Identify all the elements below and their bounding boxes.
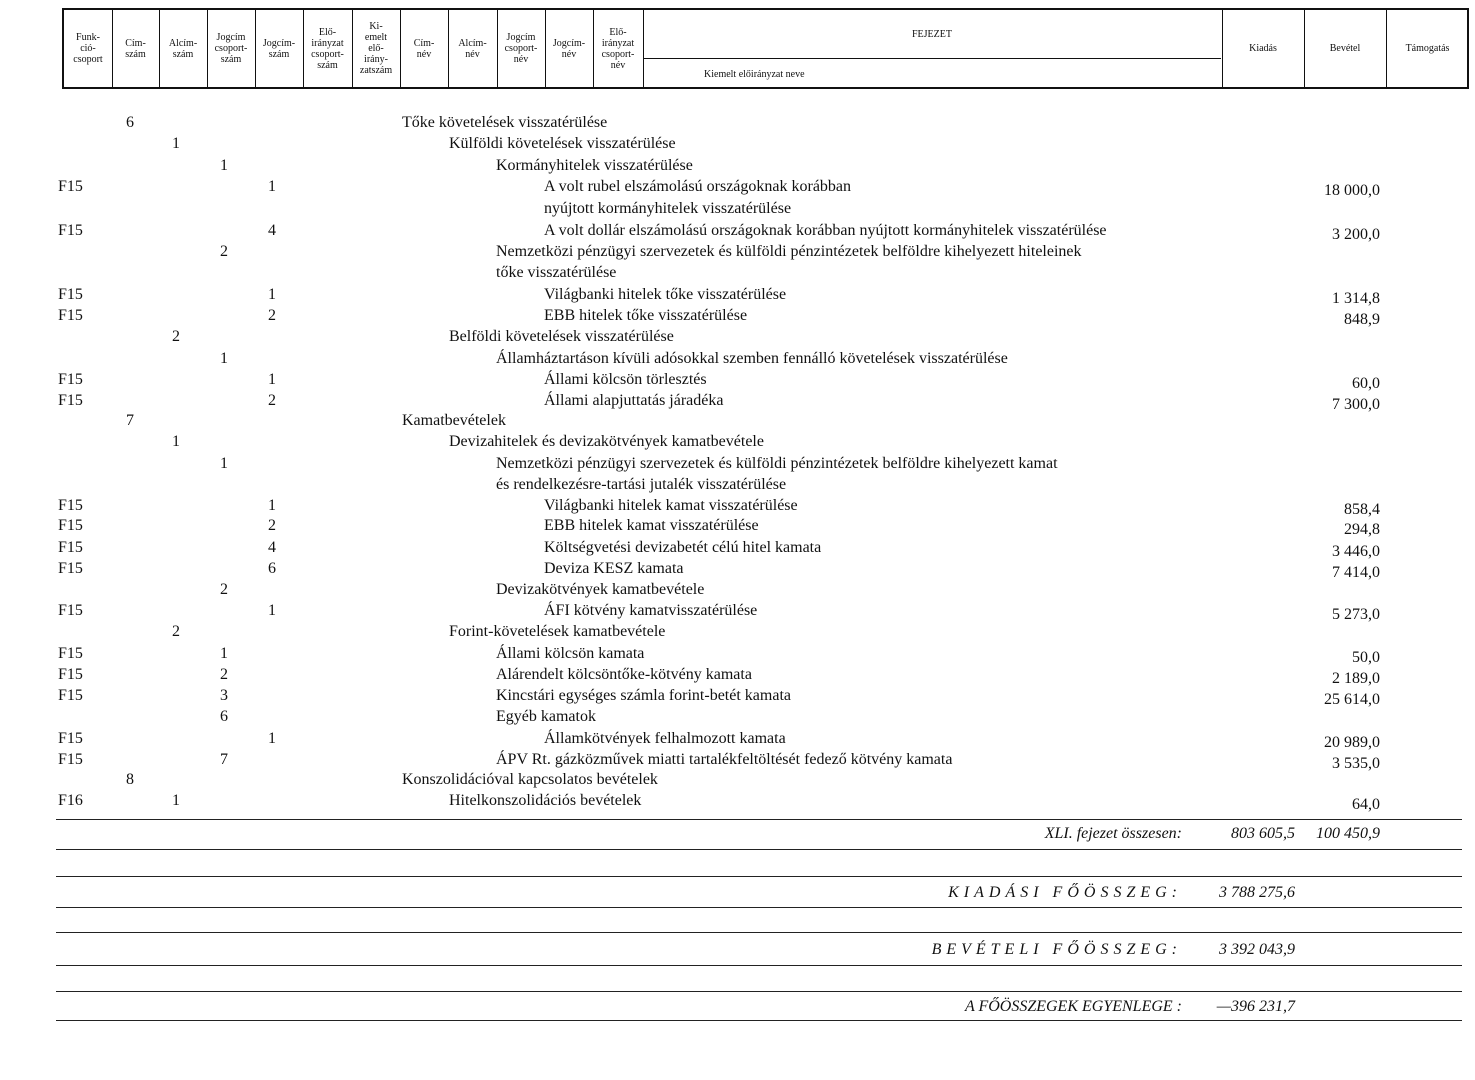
row-jogcim-number: 1 bbox=[268, 371, 276, 388]
row-bevetel-amount: 3 200,0 bbox=[1332, 226, 1380, 243]
table-row bbox=[0, 433, 1475, 455]
row-name: Forint-követelések kamatbevétele bbox=[449, 623, 666, 640]
divider-line bbox=[56, 849, 1462, 850]
table-row bbox=[0, 135, 1475, 157]
row-name: Nemzetközi pénzügyi szervezetek és külföldi pénzintézetek belföldre kihelyezett kamat bbox=[496, 455, 1058, 472]
row-name: ÁPV Rt. gázközművek miatti tartalékfeltöltését fedező kötvény kamata bbox=[496, 751, 953, 768]
row-name: Államháztartáson kívüli adósokkal szemben fennálló követelések visszatérülése bbox=[496, 350, 1008, 367]
header-eloiranyzat-csoport-nev: Elő- irányzat csoport- név bbox=[593, 10, 644, 87]
row-funkcio-code: F15 bbox=[58, 497, 83, 514]
row-name: Állami alapjuttatás járadéka bbox=[544, 392, 724, 409]
fejezet-total-kiadas: 803 605,5 bbox=[1231, 825, 1295, 842]
row-name: Világbanki hitelek kamat visszatérülése bbox=[544, 497, 798, 514]
row-jogcim-csoport-number: 1 bbox=[220, 350, 228, 367]
egyenleg-label: A FŐÖSSZEGEK EGYENLEGE : bbox=[964, 998, 1182, 1015]
row-jogcim-number: 4 bbox=[268, 222, 276, 239]
row-jogcim-number: 2 bbox=[268, 307, 276, 324]
table-row bbox=[0, 476, 1475, 498]
table-row bbox=[0, 666, 1475, 688]
row-name: Államkötvények felhalmozott kamata bbox=[544, 730, 786, 747]
row-name: Belföldi követelések visszatérülése bbox=[449, 328, 674, 345]
row-bevetel-amount: 3 535,0 bbox=[1332, 755, 1380, 772]
row-name: Állami kölcsön kamata bbox=[496, 645, 645, 662]
table-row bbox=[0, 286, 1475, 308]
header-tamogatas: Támogatás bbox=[1405, 43, 1450, 54]
row-funkcio-code: F15 bbox=[58, 645, 83, 662]
row-name: Alárendelt kölcsöntőke-kötvény kamata bbox=[496, 666, 752, 683]
header-jogcim-csoport-nev: Jogcím csoport- név bbox=[497, 10, 546, 87]
row-name: nyújtott kormányhitelek visszatérülése bbox=[544, 200, 792, 217]
row-funkcio-code: F15 bbox=[58, 687, 83, 704]
row-name: A volt dollár elszámolású országoknak korábban nyújtott kormányhitelek visszatérülése bbox=[544, 222, 1107, 239]
row-name: EBB hitelek kamat visszatérülése bbox=[544, 517, 759, 534]
row-jogcim-number: 1 bbox=[268, 602, 276, 619]
table-row bbox=[0, 222, 1475, 244]
table-row bbox=[0, 307, 1475, 329]
row-alcim-number: 1 bbox=[172, 433, 180, 450]
row-name: Állami kölcsön törlesztés bbox=[544, 371, 707, 388]
row-alcim-number: 2 bbox=[172, 328, 180, 345]
row-name: ÁFI kötvény kamatvisszatérülése bbox=[544, 602, 758, 619]
header-cim-nev: Cím- név bbox=[400, 10, 449, 87]
row-bevetel-amount: 5 273,0 bbox=[1332, 606, 1380, 623]
row-name: Deviza KESZ kamata bbox=[544, 560, 684, 577]
row-jogcim-number: 6 bbox=[268, 560, 276, 577]
row-jogcim-number: 1 bbox=[268, 497, 276, 514]
header-funkcio-csoport: Funk- ció- csoport bbox=[64, 10, 113, 87]
row-name: Tőke követelések visszatérülése bbox=[402, 114, 608, 131]
header-alcim-nev: Alcím- név bbox=[448, 10, 498, 87]
row-bevetel-amount: 20 989,0 bbox=[1324, 734, 1380, 751]
row-cim-number: 7 bbox=[126, 412, 134, 429]
table-row bbox=[0, 497, 1475, 519]
row-name: Kamatbevételek bbox=[402, 412, 506, 429]
row-bevetel-amount: 50,0 bbox=[1352, 649, 1380, 666]
table-row bbox=[0, 751, 1475, 773]
row-name: EBB hitelek tőke visszatérülése bbox=[544, 307, 748, 324]
row-jogcim-number: 1 bbox=[268, 730, 276, 747]
header-kiemelt-eloiranyzat-szam: Ki- emelt elő- irány- zatszám bbox=[352, 10, 401, 87]
row-cim-number: 8 bbox=[126, 771, 134, 788]
row-name: Világbanki hitelek tőke visszatérülése bbox=[544, 286, 787, 303]
row-bevetel-amount: 60,0 bbox=[1352, 375, 1380, 392]
table-row bbox=[0, 560, 1475, 582]
row-bevetel-amount: 18 000,0 bbox=[1324, 182, 1380, 199]
row-funkcio-code: F15 bbox=[58, 178, 83, 195]
kiadasi-foosszeg-label: KIADÁSI FŐÖSSZEG: bbox=[948, 884, 1182, 901]
row-name: Költségvetési devizabetét célú hitel kamata bbox=[544, 539, 822, 556]
table-row bbox=[0, 350, 1475, 372]
table-row bbox=[0, 792, 1475, 814]
table-row bbox=[0, 114, 1475, 136]
row-name: Konszolidációval kapcsolatos bevételek bbox=[402, 771, 658, 788]
header-jogcim-nev: Jogcím- név bbox=[545, 10, 594, 87]
table-row bbox=[0, 371, 1475, 393]
row-bevetel-amount: 858,4 bbox=[1344, 501, 1380, 518]
row-jogcim-number: 1 bbox=[268, 286, 276, 303]
row-jogcim-csoport-number: 2 bbox=[220, 243, 228, 260]
kiadasi-foosszeg-value: 3 788 275,6 bbox=[1219, 884, 1295, 901]
row-cim-number: 6 bbox=[126, 114, 134, 131]
row-funkcio-code: F15 bbox=[58, 602, 83, 619]
table-row bbox=[0, 539, 1475, 561]
table-row bbox=[0, 264, 1475, 286]
header-kiemelt-eloiranyzat-neve: Kiemelt előirányzat neve bbox=[704, 69, 805, 80]
row-bevetel-amount: 294,8 bbox=[1344, 521, 1380, 538]
table-row bbox=[0, 517, 1475, 539]
egyenleg-value: —396 231,7 bbox=[1216, 998, 1295, 1015]
row-funkcio-code: F15 bbox=[58, 307, 83, 324]
header-jogcim-csoport-szam: Jogcím csoport- szám bbox=[207, 10, 256, 87]
header-kiadas: Kiadás bbox=[1222, 10, 1305, 87]
row-jogcim-number: 1 bbox=[268, 178, 276, 195]
divider-line bbox=[56, 991, 1462, 992]
row-funkcio-code: F15 bbox=[58, 392, 83, 409]
table-row bbox=[0, 392, 1475, 414]
row-bevetel-amount: 848,9 bbox=[1344, 311, 1380, 328]
table-row bbox=[0, 412, 1475, 434]
divider-line bbox=[56, 876, 1462, 877]
row-jogcim-csoport-number: 6 bbox=[220, 708, 228, 725]
row-jogcim-csoport-number: 1 bbox=[220, 455, 228, 472]
row-name: Devizahitelek és devizakötvények kamatbevétele bbox=[449, 433, 764, 450]
divider-line bbox=[56, 819, 1462, 820]
table-row bbox=[0, 243, 1475, 265]
row-name: és rendelkezésre-tartási jutalék visszatérülése bbox=[496, 476, 787, 493]
table-row bbox=[0, 687, 1475, 709]
table-row bbox=[0, 200, 1475, 222]
row-bevetel-amount: 25 614,0 bbox=[1324, 691, 1380, 708]
beveteli-foosszeg-value: 3 392 043,9 bbox=[1219, 941, 1295, 958]
table-row bbox=[0, 581, 1475, 603]
row-bevetel-amount: 1 314,8 bbox=[1332, 290, 1380, 307]
row-name: A volt rubel elszámolású országoknak korábban bbox=[544, 178, 852, 195]
table-row bbox=[0, 623, 1475, 645]
row-jogcim-csoport-number: 7 bbox=[220, 751, 228, 768]
row-name: Devizakötvények kamatbevétele bbox=[496, 581, 705, 598]
row-alcim-number: 1 bbox=[172, 135, 180, 152]
row-name: Külföldi követelések visszatérülése bbox=[449, 135, 676, 152]
row-jogcim-csoport-number: 1 bbox=[220, 645, 228, 662]
row-funkcio-code: F15 bbox=[58, 222, 83, 239]
header-jogcim-szam: Jogcím- szám bbox=[255, 10, 304, 87]
row-jogcim-number: 2 bbox=[268, 392, 276, 409]
divider-line bbox=[56, 907, 1462, 908]
fejezet-total-label: XLI. fejezet összesen: bbox=[1044, 825, 1182, 842]
row-funkcio-code: F15 bbox=[58, 539, 83, 556]
table-row bbox=[0, 178, 1475, 200]
row-jogcim-csoport-number: 1 bbox=[220, 157, 228, 174]
row-name: Nemzetközi pénzügyi szervezetek és külföldi pénzintézetek belföldre kihelyezett hiteleinek bbox=[496, 243, 1082, 260]
beveteli-foosszeg-label: BEVÉTELI FŐÖSSZEG: bbox=[931, 941, 1182, 958]
table-row bbox=[0, 771, 1475, 793]
header-fejezet: FEJEZET bbox=[912, 28, 952, 40]
row-funkcio-code: F15 bbox=[58, 560, 83, 577]
row-jogcim-csoport-number: 2 bbox=[220, 581, 228, 598]
row-bevetel-amount: 64,0 bbox=[1352, 796, 1380, 813]
table-row bbox=[0, 645, 1475, 667]
row-funkcio-code: F15 bbox=[58, 666, 83, 683]
table-row bbox=[0, 708, 1475, 730]
row-jogcim-csoport-number: 3 bbox=[220, 687, 228, 704]
row-alcim-number: 1 bbox=[172, 792, 180, 809]
row-funkcio-code: F15 bbox=[58, 517, 83, 534]
row-name: Kincstári egységes számla forint-betét kamata bbox=[496, 687, 791, 704]
table-row bbox=[0, 602, 1475, 624]
row-bevetel-amount: 7 414,0 bbox=[1332, 564, 1380, 581]
row-jogcim-csoport-number: 2 bbox=[220, 666, 228, 683]
column-header-table bbox=[62, 8, 1469, 89]
table-row bbox=[0, 730, 1475, 752]
row-funkcio-code: F15 bbox=[58, 286, 83, 303]
table-row bbox=[0, 328, 1475, 350]
divider-line bbox=[56, 965, 1462, 966]
header-divider bbox=[643, 58, 1221, 59]
table-row bbox=[0, 455, 1475, 477]
row-jogcim-number: 2 bbox=[268, 517, 276, 534]
row-funkcio-code: F16 bbox=[58, 792, 83, 809]
row-bevetel-amount: 2 189,0 bbox=[1332, 670, 1380, 687]
row-funkcio-code: F15 bbox=[58, 371, 83, 388]
fejezet-total-bevetel: 100 450,9 bbox=[1316, 825, 1380, 842]
divider-line bbox=[56, 932, 1462, 933]
row-funkcio-code: F15 bbox=[58, 751, 83, 768]
row-jogcim-number: 4 bbox=[268, 539, 276, 556]
header-alcim-szam: Alcím- szám bbox=[159, 10, 208, 87]
row-alcim-number: 2 bbox=[172, 623, 180, 640]
table-row bbox=[0, 157, 1475, 179]
row-name: tőke visszatérülése bbox=[496, 264, 617, 281]
row-name: Egyéb kamatok bbox=[496, 708, 596, 725]
row-name: Kormányhitelek visszatérülése bbox=[496, 157, 693, 174]
row-bevetel-amount: 3 446,0 bbox=[1332, 543, 1380, 560]
header-eloiranyzat-csoport-szam: Elő- irányzat csoport- szám bbox=[303, 10, 353, 87]
row-bevetel-amount: 7 300,0 bbox=[1332, 396, 1380, 413]
header-cim-szam: Cím- szám bbox=[112, 10, 160, 87]
header-bevetel: Bevétel bbox=[1304, 10, 1387, 87]
divider-line bbox=[56, 1020, 1462, 1021]
row-funkcio-code: F15 bbox=[58, 730, 83, 747]
row-name: Hitelkonszolidációs bevételek bbox=[449, 792, 642, 809]
